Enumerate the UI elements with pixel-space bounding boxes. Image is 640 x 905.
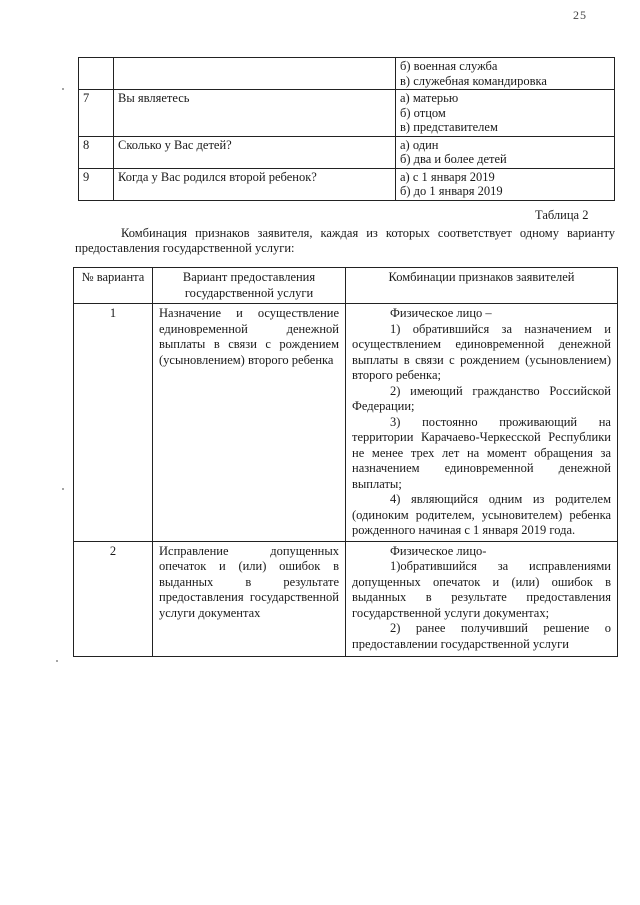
table-row xyxy=(74,304,618,542)
answer-option: б) два и более детей xyxy=(400,152,507,166)
table-row xyxy=(79,90,615,137)
header-variant-number: № варианта xyxy=(74,268,153,304)
row-number: 8 xyxy=(79,136,114,168)
answer-option: в) представителем xyxy=(400,120,498,134)
variant-description: Исправление допущенных опечаток и (или) ошибок в выданных в результате предоставления государственной услуги документах xyxy=(153,541,346,656)
row-number: 7 xyxy=(79,90,114,137)
feature-combination xyxy=(346,541,618,656)
answer-option: в) служебная командировка xyxy=(400,73,547,88)
table-caption: Таблица 2 xyxy=(535,208,589,222)
scan-speck xyxy=(62,88,64,90)
feature-line: 1) обратившийся за назначением и осуществлением единовременной денежной выплаты в связи с рождением (усыновлением) второго ребенка; xyxy=(352,321,611,382)
feature-line: 4) являющийся одним из родителем (одиноким родителем, усыновителем) ребенка рожденного начиная с 1 января 2019 года. xyxy=(352,492,611,537)
answer-option: а) с 1 января 2019 xyxy=(400,169,495,184)
variant-number: 1 xyxy=(74,304,153,542)
answer-options xyxy=(396,168,615,200)
answer-option: б) до 1 января 2019 xyxy=(400,184,503,198)
table-row xyxy=(79,58,615,90)
question-text xyxy=(114,58,396,90)
answer-options xyxy=(396,58,615,90)
page-number: 25 xyxy=(573,8,587,22)
header-feature-combinations: Комбинации признаков заявителей xyxy=(346,268,618,304)
variant-description: Назначение и осуществление единовременной денежной выплаты в связи с рождением (усыновлением) второго ребенка xyxy=(153,304,346,542)
answer-options xyxy=(396,136,615,168)
header-variant: Вариант предоставления государственной услуги xyxy=(153,268,346,304)
row-number xyxy=(79,58,114,90)
feature-line: 2) ранее получивший решение о предоставлении государственной услуги xyxy=(352,621,611,651)
question-text: Сколько у Вас детей? xyxy=(114,136,396,168)
feature-line: 2) имеющий гражданство Российской Федерации; xyxy=(352,383,611,413)
feature-line: Физическое лицо – xyxy=(390,306,492,320)
scan-speck xyxy=(62,488,64,490)
feature-line: 1)обратившийся за исправлениями допущенных опечаток и (или) ошибок в выданных в результате предоставления государственной услуги документах; xyxy=(352,559,611,620)
answer-options xyxy=(396,90,615,137)
intro-paragraph: Комбинация признаков заявителя, каждая из которых соответствует одному варианту предоставления государственной услуги: xyxy=(75,226,615,255)
answer-option: а) матерью xyxy=(400,91,459,105)
question-text: Когда у Вас родился второй ребенок? xyxy=(114,168,396,200)
feature-line: 3) постоянно проживающий на территории Карачаево-Черкесской Республики не менее трех лет на момент обращения за назначением единовременной денежной выплаты; xyxy=(352,414,611,491)
row-number: 9 xyxy=(79,168,114,200)
table-row xyxy=(79,136,615,168)
answer-option: б) отцом xyxy=(400,105,446,120)
feature-line: Физическое лицо- xyxy=(390,543,487,558)
scan-speck xyxy=(56,660,58,662)
feature-combination xyxy=(346,304,618,542)
answer-option: а) один xyxy=(400,137,439,152)
table-row xyxy=(74,541,618,656)
table-header-row xyxy=(74,268,618,304)
answer-option: б) военная служба xyxy=(400,59,498,73)
variants-table xyxy=(73,267,618,657)
question-text: Вы являетесь xyxy=(114,90,396,137)
table-row xyxy=(79,168,615,200)
variant-number: 2 xyxy=(74,541,153,656)
questions-table-continued xyxy=(78,57,615,201)
